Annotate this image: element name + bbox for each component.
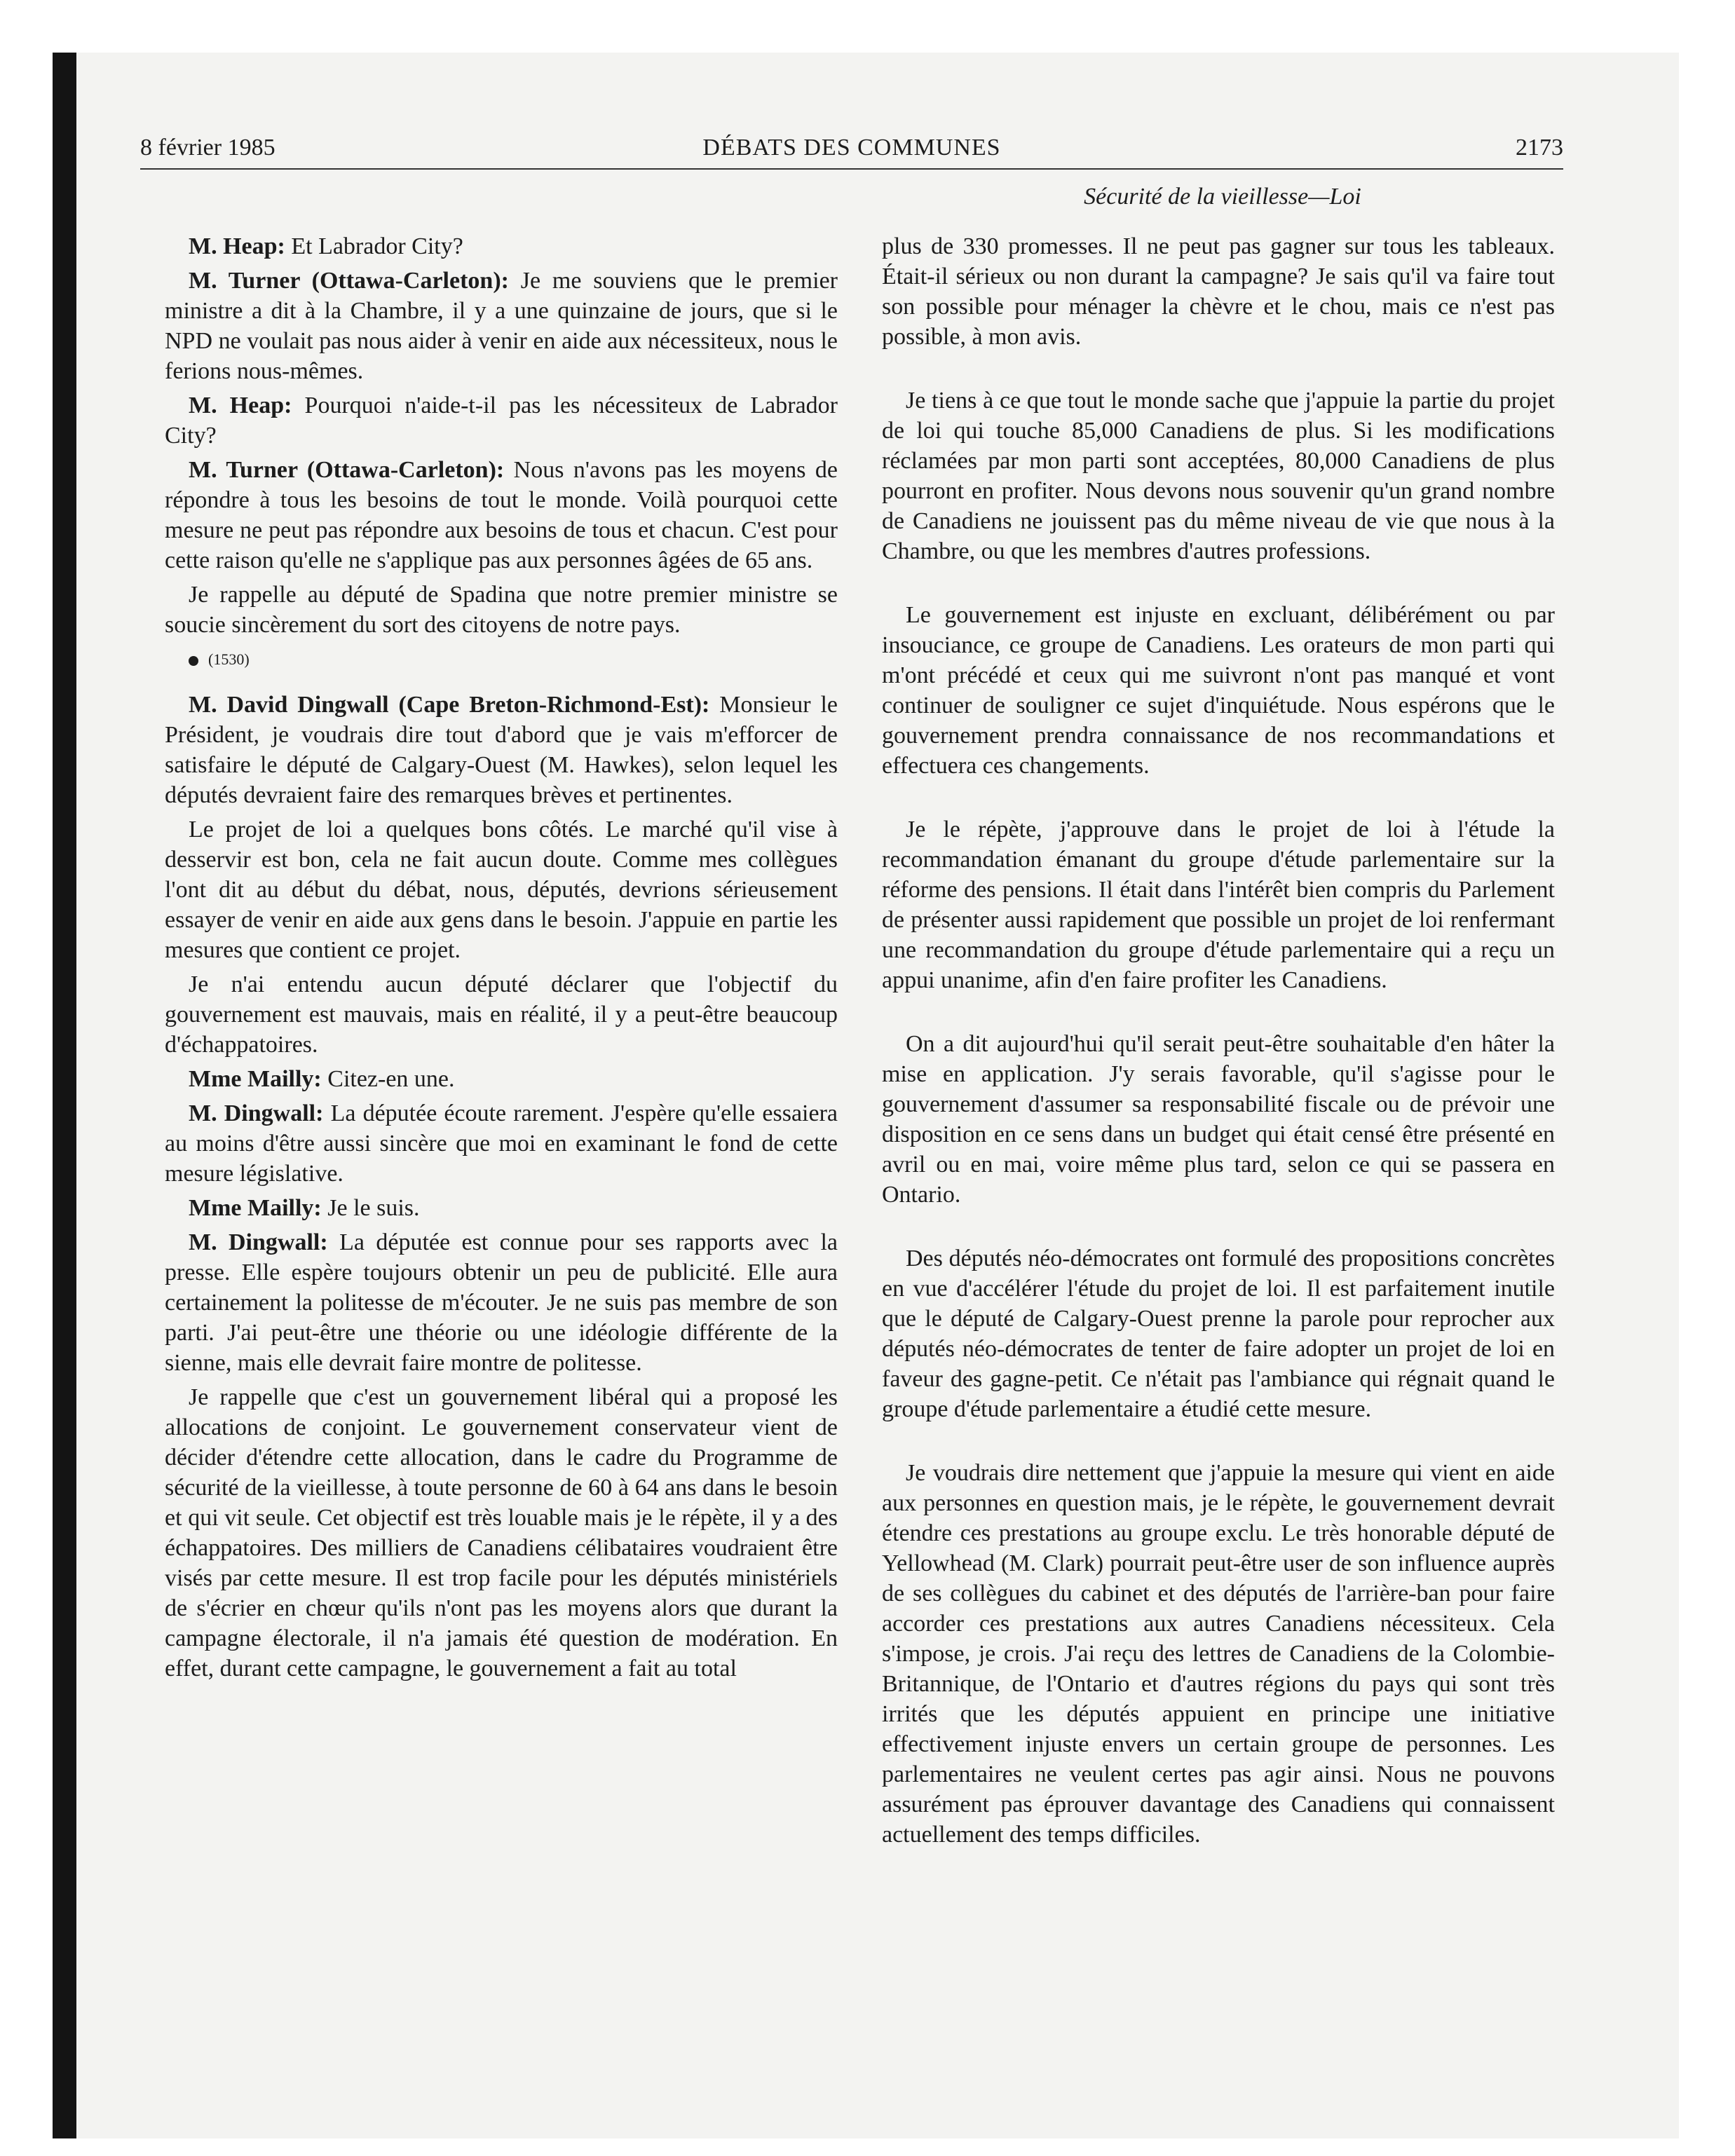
- speech: Nous n'avons pas les moyens de répondre à tous les besoins de tout le monde. Voilà pourquoi cette mesure ne peut pas répondre aux besoins de tous et chacun. C'est pour cette raison qu'elle ne s'applique pas aux personnes âgées de 65 ans.: [165, 457, 838, 573]
- paragraph: Des députés néo-démocrates ont formulé des propositions concrètes en vue d'accélérer l'étude du projet de loi. Il est parfaitement inutile que le député de Calgary-Ouest prenne la parole pour reprocher aux députés néo-démocrates de tenter de faire adopter un projet de loi en faveur des gagne-petit. Ce n'était pas l'ambiance qui régnait quand le groupe d'étude parlementaire a étudié cette mesure.: [882, 1246, 1555, 1422]
- bullet-icon: [189, 656, 198, 666]
- speech: Citez-en une.: [321, 1066, 455, 1092]
- binding-edge: [53, 53, 76, 2138]
- paragraph: Je tiens à ce que tout le monde sache que j'appuie la partie du projet de loi qui touche 85,000 Canadiens de plus. Si les modifications réclamées par mon parti sont acceptées, 80,000 Canadiens de plus pourront en profiter. Nous devons nous souvenir qu'un grand nombre de Canadiens ne jouissent pas du même niveau de vie que nous à la Chambre, ou que les membres d'autres professions.: [882, 388, 1555, 564]
- paragraph: [165, 580, 838, 640]
- speech: Monsieur le Président, je voudrais dire tout d'abord que je vais m'efforcer de satisfaire le député de Calgary-Ouest (M. Hawkes), selon lequel les députés devraient faire des remarques brèves et pertinentes.: [165, 692, 838, 808]
- right-column: [882, 231, 1555, 1883]
- page-number: 2173: [1516, 135, 1563, 161]
- speech: Je rappelle que c'est un gouvernement libéral qui a proposé les allocations de conjoint. Le gouvernement conservateur vient de décider d'étendre cette allocation, dans le cadre du Programme de sécurité de la vieillesse, à toute personne de 60 à 64 ans dans le besoin et qui vit seule. Cet objectif est très louable mais je le répète, il y a des échappatoires. Des milliers de Canadiens célibataires voudraient être visés par cette mesure. Il est trop facile pour les députés ministériels de s'écrier en chœur qu'ils n'ont pas les moyens alors que durant la campagne électorale, il n'a jamais été question de modération. En effet, durant cette campagne, le gouvernement a fait au total: [165, 1384, 838, 1681]
- speech: La députée est connue pour ses rapports avec la presse. Elle espère toujours obtenir un peu de publicité. Elle aura certainement la politesse de m'écouter. Je ne suis pas membre de son parti. J'ai peut-être une théorie ou une idéologie différente de la sienne, mais elle devrait faire montre de politesse.: [165, 1229, 838, 1376]
- header-date: 8 février 1985: [140, 135, 275, 161]
- speech: Je n'ai entendu aucun député déclarer que l'objectif du gouvernement est mauvais, mais en réalité, il y a peut-être beaucoup d'échappatoires.: [165, 971, 838, 1058]
- paragraph: [165, 1098, 838, 1189]
- speaker: Mme Mailly:: [189, 1195, 322, 1221]
- paragraph: Le gouvernement est injuste en excluant, délibérément ou par insouciance, ce groupe de Canadiens. Les orateurs de mon parti qui m'ont précédé et ceux qui me suivront n'ont pas manqué et vont continuer de souligner ce sujet d'inquiétude. Nous espérons que le gouvernement prendra connaissance de nos recommandations et effectuera ces changements.: [882, 602, 1555, 779]
- time-marker: [165, 644, 838, 674]
- speaker: M. Heap:: [189, 393, 292, 418]
- paragraph: plus de 330 promesses. Il ne peut pas gagner sur tous les tableaux. Était-il sérieux ou non durant la campagne? Je sais qu'il va faire tout son possible pour ménager la chèvre et le chou, mais ce n'est pas possible, à mon avis.: [882, 233, 1555, 350]
- paragraph: [165, 390, 838, 451]
- speech: Pourquoi n'aide-t-il pas les nécessiteux de Labrador City?: [165, 393, 838, 449]
- paragraph: [165, 814, 838, 965]
- speech: Le projet de loi a quelques bons côtés. Le marché qu'il vise à desservir est bon, cela ne fait aucun doute. Comme mes collègues l'ont dit au début du débat, nous, députés, devrions sérieusement essayer de venir en aide aux gens dans le besoin. J'appuie en partie les mesures que contient ce projet.: [165, 817, 838, 963]
- speaker: Mme Mailly:: [189, 1066, 322, 1092]
- paragraph: [165, 1382, 838, 1684]
- paragraph: [165, 455, 838, 575]
- speech: Je rappelle au député de Spadina que notre premier ministre se soucie sincèrement du sort des citoyens de notre pays.: [165, 582, 838, 638]
- paragraph: [165, 690, 838, 810]
- speech: Je me souviens que le premier ministre a dit à la Chambre, il y a une quinzaine de jours, que si le NPD ne voulait pas nous aider à venir en aide aux nécessiteux, nous le ferions nous-mêmes.: [165, 268, 838, 384]
- speaker: M. Turner (Ottawa-Carleton):: [189, 268, 509, 294]
- speaker: M. Dingwall:: [189, 1100, 324, 1126]
- time-marker-label: (1530): [208, 650, 250, 668]
- speech: La députée écoute rarement. J'espère qu'elle essaiera au moins d'être aussi sincère que moi en examinant le fond de cette mesure législative.: [165, 1100, 838, 1187]
- paragraph: Je voudrais dire nettement que j'appuie la mesure qui vient en aide aux personnes en question mais, je le répète, le gouvernement devrait étendre ces prestations au groupe exclu. Le très honorable député de Yellowhead (M. Clark) pourrait peut-être user de son influence auprès de ses collègues du cabinet et des députés de l'arrière-ban pour faire accorder ces prestations aux autres Canadiens nécessiteux. Cela s'impose, je crois. J'ai reçu des lettres de Canadiens de la Colombie-Britannique, de l'Ontario et d'autres régions du pays qui sont très irrités que les députés appuient en principe une initiative effectivement injuste envers un certain groupe de personnes. Les parlementaires ne veulent certes pas agir ainsi. Nous ne pouvons assurément pas éprouver davantage des Canadiens qui connaissent actuellement des temps difficiles.: [882, 1460, 1555, 1848]
- speaker: M. Heap:: [189, 233, 285, 259]
- header-rule: [140, 168, 1563, 170]
- paragraph: [165, 1064, 838, 1094]
- speech: Je le suis.: [321, 1195, 420, 1221]
- speech: Et Labrador City?: [285, 233, 463, 259]
- paragraph: [165, 231, 838, 261]
- left-column: [165, 231, 838, 1688]
- header-title: DÉBATS DES COMMUNES: [702, 135, 1001, 161]
- paragraph: [165, 1227, 838, 1378]
- speaker: M. Dingwall:: [189, 1229, 328, 1255]
- speaker: M. David Dingwall (Cape Breton-Richmond-Est):: [189, 692, 710, 718]
- paragraph: [165, 266, 838, 386]
- speaker: M. Turner (Ottawa-Carleton):: [189, 457, 505, 483]
- paragraph: On a dit aujourd'hui qu'il serait peut-être souhaitable d'en hâter la mise en application. J'y serais favorable, qu'il s'agisse pour le gouvernement d'assumer sa responsabilité fiscale ou de prévoir une disposition en ce sens dans un budget qui était censé être présenté en avril ou en mai, voire même plus tard, selon ce qui se passera en Ontario.: [882, 1031, 1555, 1208]
- paragraph: [165, 1193, 838, 1223]
- paragraph: [165, 969, 838, 1060]
- paragraph: Je le répète, j'approuve dans le projet de loi à l'étude la recommandation émanant du groupe d'étude parlementaire sur la réforme des pensions. Il était dans l'intérêt bien compris du Parlement de présenter aussi rapidement que possible un projet de loi renfermant une recommandation du groupe d'étude parlementaire qui a reçu un appui unanime, afin d'en faire profiter les Canadiens.: [882, 817, 1555, 993]
- section-title: Sécurité de la vieillesse—Loi: [1084, 184, 1361, 210]
